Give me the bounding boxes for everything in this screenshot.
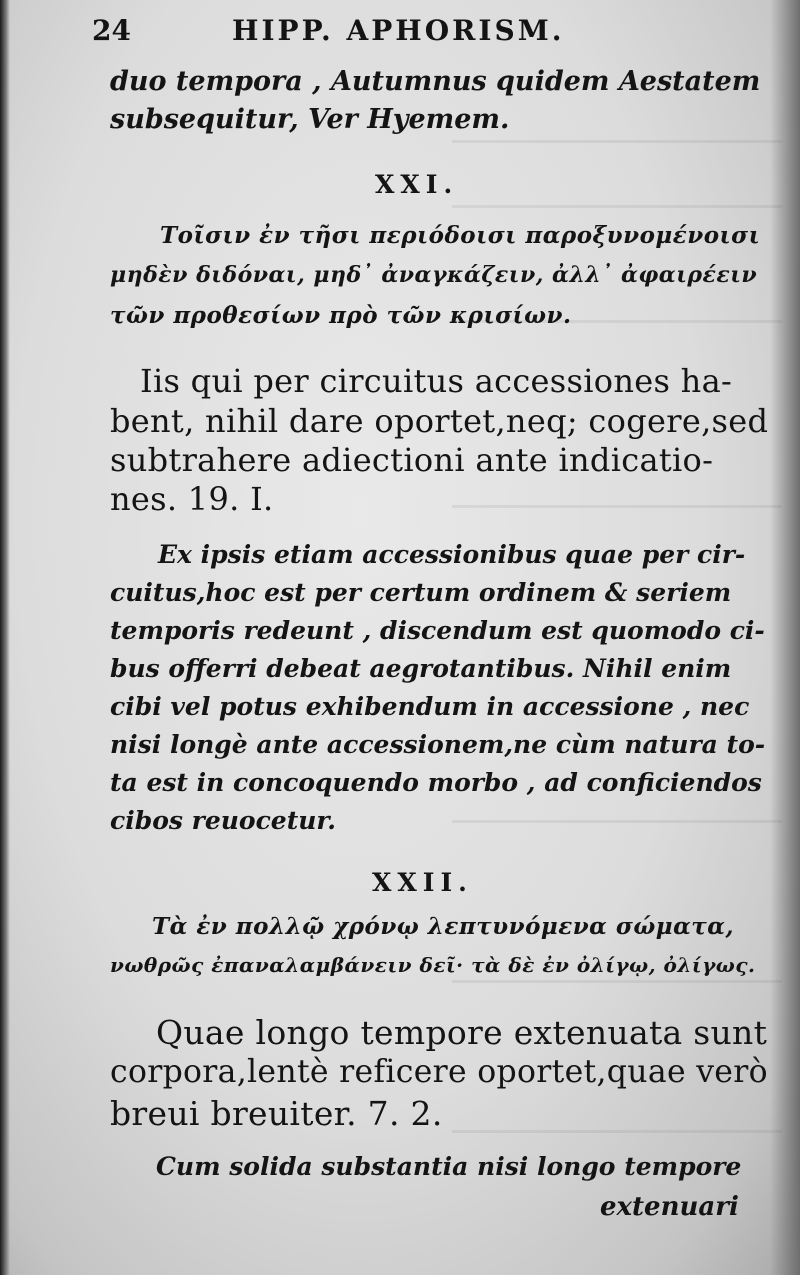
commentary-line: temporis redeunt , discendum est quomodo ci- [110, 616, 765, 645]
greek-line: Τοῖσιν ἐν τῆσι περιόδοισι παροξυνομένοισι [160, 222, 761, 249]
latin-aphorism-line: Iis qui per circuitus accessiones ha- [140, 362, 733, 400]
commentary-line: Cum solida substantia nisi longo tempore [156, 1152, 742, 1181]
section-numeral: XXII. [372, 868, 473, 897]
latin-aphorism-line: bent, nihil dare oportet,neq; cogere,sed [110, 402, 769, 440]
page-edge-shadow [770, 0, 800, 1275]
page-number: 24 [92, 14, 131, 47]
greek-line: τῶν προθεσίων πρὸ τῶν κρισίων. [110, 302, 572, 329]
greek-line: μηδὲν διδόναι, μηδ᾽ ἀναγκάζειν, ἀλλ᾽ ἀφαιρέειν [110, 262, 758, 288]
page-gutter-shadow [0, 0, 10, 1275]
greek-line: Τὰ ἐν πολλῷ χρόνῳ λεπτυνόμενα σώματα, [152, 913, 734, 940]
commentary-line: nisi longè ante accessionem,ne cùm natura to- [110, 730, 766, 759]
commentary-line: cibos reuocetur. [110, 806, 337, 835]
catchword: extenuari [600, 1192, 739, 1222]
latin-aphorism-line: subtrahere adiectioni ante indicatio- [110, 441, 714, 479]
bleed-through [452, 1130, 782, 1133]
continuation-line: duo tempora , Autumnus quidem Aestatem [110, 66, 761, 97]
running-title: HIPP. APHORISM. [232, 14, 565, 47]
bleed-through [452, 820, 782, 823]
latin-aphorism-line: corpora,lentè reficere oportet,quae verò [110, 1054, 768, 1090]
commentary-line: bus offerri debeat aegrotantibus. Nihil enim [110, 654, 732, 683]
bleed-through [452, 505, 782, 508]
bleed-through [452, 205, 782, 208]
continuation-line: subsequitur, Ver Hyemem. [110, 104, 510, 135]
section-numeral: XXI. [375, 170, 459, 199]
bleed-through [452, 140, 782, 143]
latin-aphorism-line: breui breuiter. 7. 2. [110, 1094, 443, 1133]
commentary-line: Ex ipsis etiam accessionibus quae per cir- [158, 540, 746, 569]
commentary-line: ta est in concoquendo morbo , ad conficiendos [110, 768, 762, 797]
latin-aphorism-line: nes. 19. I. [110, 480, 274, 518]
bleed-through [452, 980, 782, 983]
latin-aphorism-line: Quae longo tempore extenuata sunt [156, 1013, 768, 1052]
greek-line: νωθρῶς ἐπαναλαμβάνειν δεῖ· τὰ δὲ ἐν ὀλίγῳ, ὀλίγως. [110, 953, 756, 977]
commentary-line: cuitus,hoc est per certum ordinem & seriem [110, 578, 732, 607]
commentary-line: cibi vel potus exhibendum in accessione , nec [110, 692, 750, 721]
